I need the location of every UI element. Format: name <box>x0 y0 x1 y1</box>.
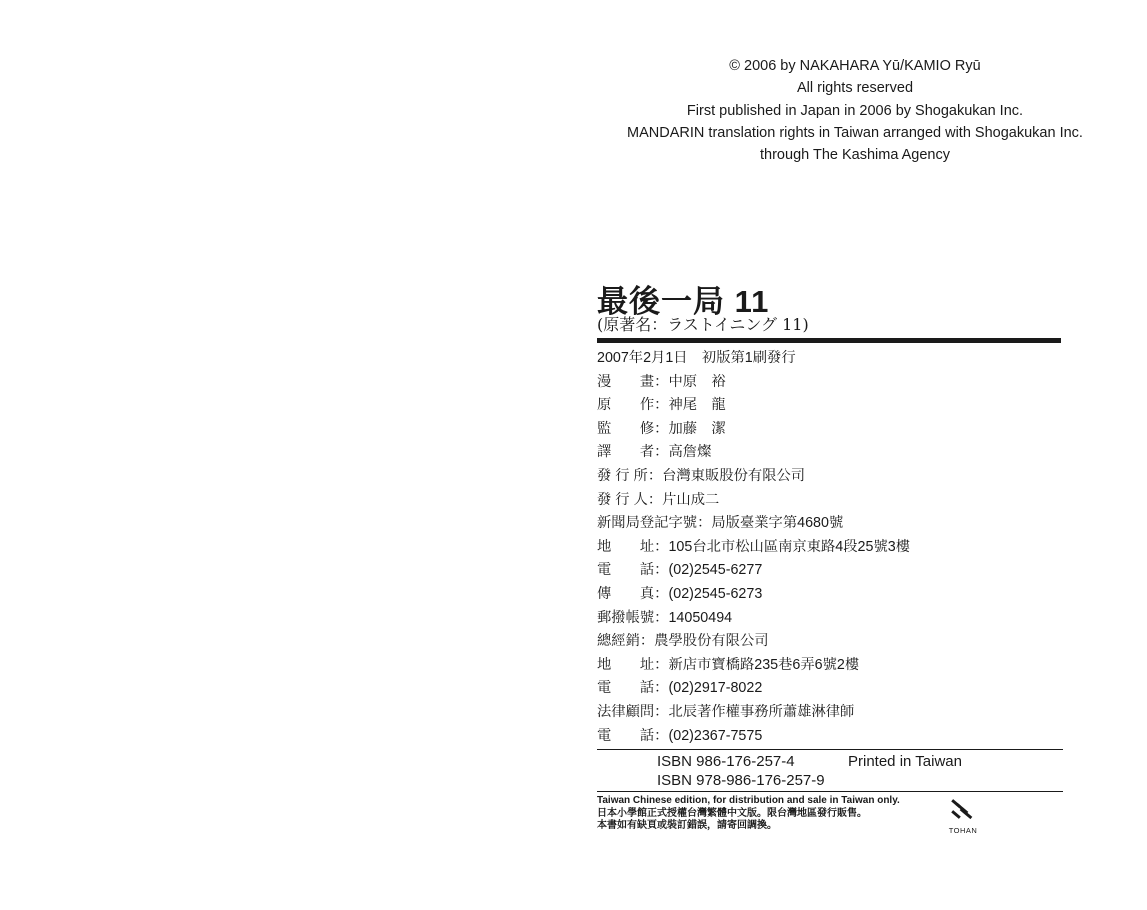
copyright-line: All rights reserved <box>796 80 914 97</box>
isbn-block <box>657 752 825 790</box>
copyright-block <box>600 55 1110 166</box>
credit-row: 譯 者：高詹燦 <box>597 444 712 461</box>
credit-row: 發 行 所：台灣東販股份有限公司 <box>597 467 806 484</box>
credit-row: 電 話：(02)2917-8022 <box>597 680 763 697</box>
copyright-line: © 2006 by NAKAHARA Yū/KAMIO Ryū <box>729 58 981 74</box>
credit-row: 漫 畫：中原 裕 <box>597 373 726 390</box>
credit-row: 郵撥帳號：14050494 <box>597 609 733 626</box>
isbn-10: ISBN 986-176-257-4 <box>657 753 795 770</box>
original-title: (原著名：ラストイニング 11) <box>597 315 809 334</box>
isbn-bottom-rule <box>597 791 1063 792</box>
copyright-line: First published in Japan in 2006 by Shogakukan Inc. <box>686 102 1024 119</box>
book-title: 最後一局 11 <box>597 284 770 319</box>
credit-row: 監 修：加藤 潔 <box>597 420 726 437</box>
isbn-top-rule <box>597 749 1063 750</box>
credit-row: 地 址：新店市寶橋路235巷6弄6號2樓 <box>597 656 860 673</box>
credit-row: 原 作：神尾 龍 <box>597 397 726 414</box>
credit-row: 總經銷：農學股份有限公司 <box>597 633 769 650</box>
credit-row: 電 話：(02)2545-6277 <box>597 562 763 579</box>
notice-line: Taiwan Chinese edition, for distribution and sale in Taiwan only. <box>597 795 900 806</box>
notice-line: 本書如有缺頁或裝訂錯誤，請寄回調換。 <box>597 820 777 831</box>
credit-row: 發 行 人：片山成二 <box>597 491 720 508</box>
copyright-line: through The Kashima Agency <box>760 147 950 164</box>
copyright-line: MANDARIN translation rights in Taiwan arranged with Shogakukan Inc. <box>627 124 1083 141</box>
credit-row: 電 話：(02)2367-7575 <box>597 727 763 744</box>
distribution-notice <box>597 795 900 833</box>
credit-row: 新聞局登記字號：局版臺業字第4680號 <box>597 515 844 532</box>
notice-line: 日本小學館正式授權台灣繁體中文版。限台灣地區發行販售。 <box>597 807 867 819</box>
title-rule <box>597 338 1061 343</box>
tohan-logo-text: TOHAN <box>948 826 978 835</box>
credit-row: 2007年2月1日 初版第1刷發行 <box>597 350 796 366</box>
isbn-13: ISBN 978-986-176-257-9 <box>657 772 825 789</box>
credit-row: 法律顧問：北辰著作權事務所蕭雄淋律師 <box>597 703 855 720</box>
credit-row: 地 址：105台北市松山區南京東路4段25號3樓 <box>597 538 911 555</box>
credit-row: 傳 真：(02)2545-6273 <box>597 585 763 602</box>
printed-in: Printed in Taiwan <box>848 753 962 770</box>
credits-list <box>597 347 1067 748</box>
